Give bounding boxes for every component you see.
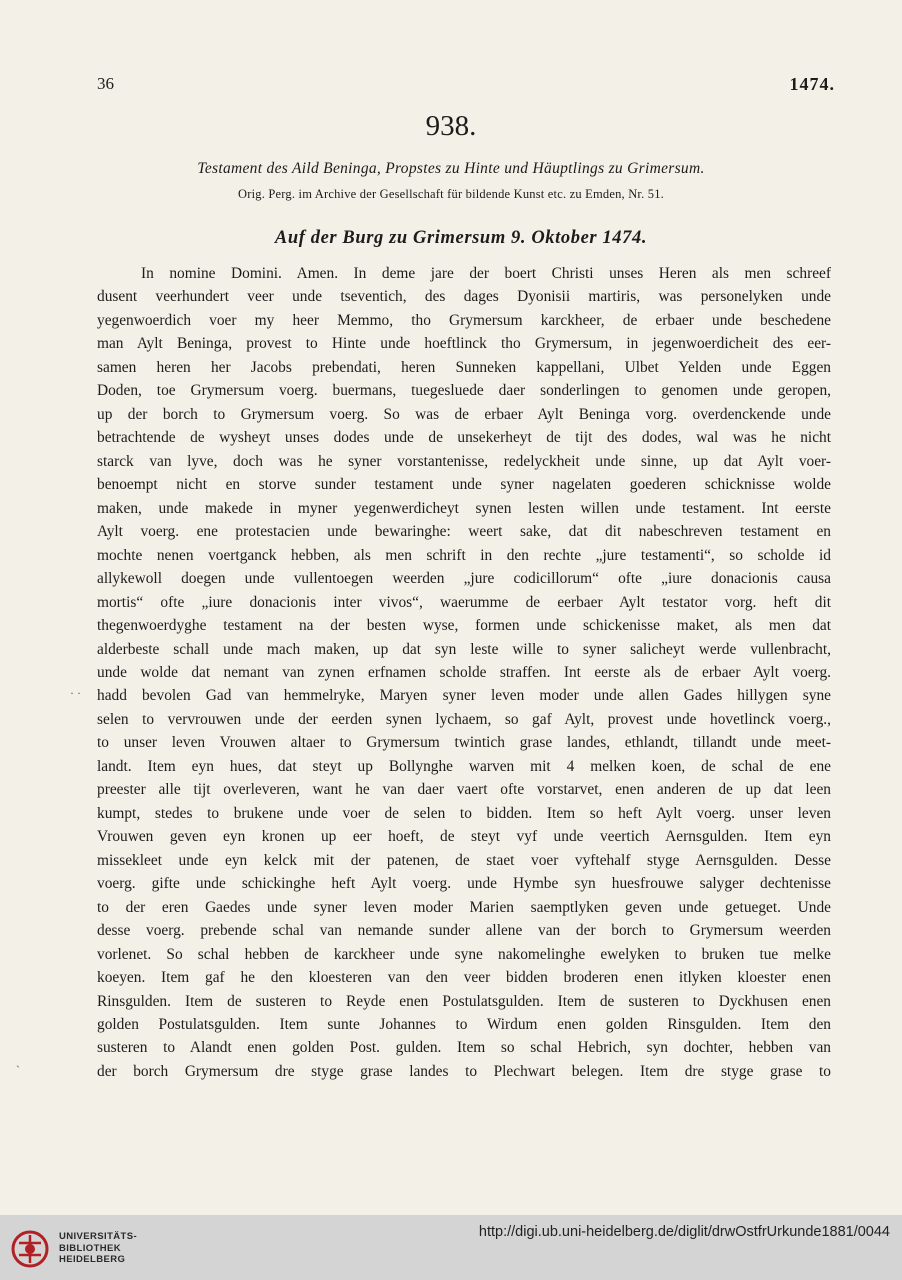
body-line: unde wolde dat nemant van zynen erfnamen scholde straffen. Int eerste als de erbaer Aylt voerg. (97, 663, 831, 681)
permalink-url[interactable]: http://digi.ub.uni-heidelberg.de/diglit/drwOstfrUrkunde1881/0044 (478, 1224, 890, 1240)
body-line: alderbeste schall unde mach maken, up dat syn leste wille to syner salicheyt werde vullenbracht, (97, 640, 831, 658)
body-line: landt. Item eyn hues, dat steyt up Bollynghe warven mit 4 melken koen, de schal de ene (97, 757, 831, 775)
document-date-place: Auf der Burg zu Grimersum 9. Oktober 1474. (274, 228, 648, 248)
logo-line: HEIDELBERG (59, 1254, 126, 1265)
document-number: 938. (425, 110, 477, 142)
document-source: Orig. Perg. im Archive der Gesellschaft für bildende Kunst etc. zu Emden, Nr. 51. (238, 187, 664, 201)
body-line: kumpt, stedes to brukene unde voer de selen to bidden. Item so heft Aylt voerg. unser leven (97, 804, 831, 822)
logo-line: UNIVERSITÄTS- (59, 1231, 138, 1242)
body-line: golden Postulatsgulden. Item sunte Johannes to Wirdum enen golden Rinsgulden. Item den (97, 1016, 831, 1033)
footer-bar (0, 1215, 902, 1280)
document-title: Testament des Aild Beninga, Propstes zu Hinte und Häuptlings zu Grimersum. (197, 160, 705, 177)
body-line: Doden, toe Grymersum voerg. buermans, tuegesluede daer sonderlingen to genomen unde geropen, (97, 382, 831, 400)
body-line: koeyen. Item gaf he den kloesteren van den veer bidden broderen enen itlyken kloester enen (97, 969, 831, 987)
body-line: Vrouwen geven eyn kronen up eer hoeft, de steyt vyf unde veertich Aernsgulden. Item eyn (97, 828, 831, 846)
body-line: thegenwoerdyghe testament na der besten wyse, formen unde schickenisse maket, als men dat (97, 617, 831, 635)
body-line: mortis“ ofte „iure donacionis inter vivos“, waerumme de eerbaer Aylt testator vorg. heft dit (97, 593, 831, 611)
body-line: vorlenet. So schal hebben de karckheer unde syne nakomelinghe ewelyken to bruken tue melke (97, 945, 831, 963)
logo-line: BIBLIOTHEK (59, 1242, 122, 1254)
page-number: 36 (97, 74, 114, 93)
year-heading: 1474. (789, 74, 835, 94)
body-line: maken, unde makede in myner yegenwerdicheyt synen lesten willen unde testament. Int eerste (97, 499, 831, 517)
body-line: dusent veerhundert veer unde tseventich, des dages Dyonisii martiris, was personelyken unde (97, 288, 831, 306)
body-line: preester alle tijt overleveren, want he van daer vaert ofte vorstarvet, enen anderen de up dat leen (97, 781, 831, 799)
library-seal-icon (11, 1229, 49, 1269)
body-line: Aylt voerg. ene protestacien unde bewaringhe: weert sake, dat dit nabeschreven testament en (97, 523, 831, 541)
body-line: samen heren her Jacobs prebendati, heren Sunneken kappellani, Ulbet Yelden unde Eggen (97, 358, 831, 376)
body-line: hadd bevolen Gad van hemmelryke, Maryen syner leven moder unde allen Gades hillygen syne (97, 687, 831, 705)
body-line: betrachtende de wysheyt unses dodes unde de unsekerheyt de tijt des dodes, wal was he nicht (97, 429, 831, 447)
body-line: voerg. gifte unde schickinghe heft Aylt voerg. unde Hymbe syn huesfrouwe salyger dechtenisse (97, 875, 831, 893)
body-line: to unser leven Vrouwen altaer to Grymersum twintich grase landes, ethlandt, tillandt unde meet- (97, 734, 831, 752)
body-line: man Aylt Beninga, provest to Hinte unde hoeftlinck tho Grymersum, in jegenwoerdicheit des eer- (97, 335, 831, 353)
page-header (97, 74, 835, 96)
body-line: to der eren Gaedes unde syner leven moder Marien saemptlyken geven unde getueget. Unde (97, 898, 831, 916)
body-line: desse voerg. prebende schal van nemande sunder allene van der borch to Grymersum weerden (97, 922, 831, 940)
body-line: starck van lyve, doch was he syner vorstantenisse, redelyckheit unde sinne, up dat Aylt voer- (97, 452, 831, 470)
document-body (97, 262, 831, 1083)
body-line: yegenwoerdich voer my heer Memmo, tho Grymersum karckheer, de erbaer unde beschedene (97, 311, 831, 329)
body-line: benoempt nicht en storve sunder testament unde syner nagelaten goederen schicknisse wolde (97, 476, 831, 494)
body-line: susteren to Alandt enen golden Post. gulden. Item so schal Hebrich, syn dochter, hebben van (97, 1039, 831, 1057)
margin-tick-mark: ˋ (16, 1063, 20, 1077)
body-line: In nomine Domini. Amen. In deme jare der boert Christi unses Heren als men schreef (141, 265, 831, 282)
body-line: mochte nenen voertganck hebben, als men schrift in den rechte „jure testamenti“, so scholde id (97, 546, 831, 564)
body-line: allykewoll doegen unde vullentoegen weerden „jure codicillorum“ ofte „iure donacionis causa (97, 570, 831, 588)
body-line: up der borch to Grymersum voerg. So was de erbaer Aylt Beninga vorg. overdenckende unde (97, 405, 831, 423)
body-line: selen to vervrouwen unde der eerden synen lychaem, so gaf Aylt, provest unde hovetlinck voerg., (97, 710, 831, 728)
library-logo-text (59, 1231, 137, 1266)
body-line: Rinsgulden. Item de susteren to Reyde enen Postulatsgulden. Item de susteren to Dyckhusen enen (97, 992, 831, 1010)
library-logo[interactable] (11, 1227, 161, 1271)
margin-dot-mark: · · (70, 686, 81, 700)
body-line: der borch Grymersum dre styge grase landes to Plechwart belegen. Item dre styge grase to (97, 1062, 831, 1080)
body-line: missekleet unde eyn kelck mit der patenen, de staet voer vyftehalf styge Aernsgulden. Desse (97, 851, 831, 869)
